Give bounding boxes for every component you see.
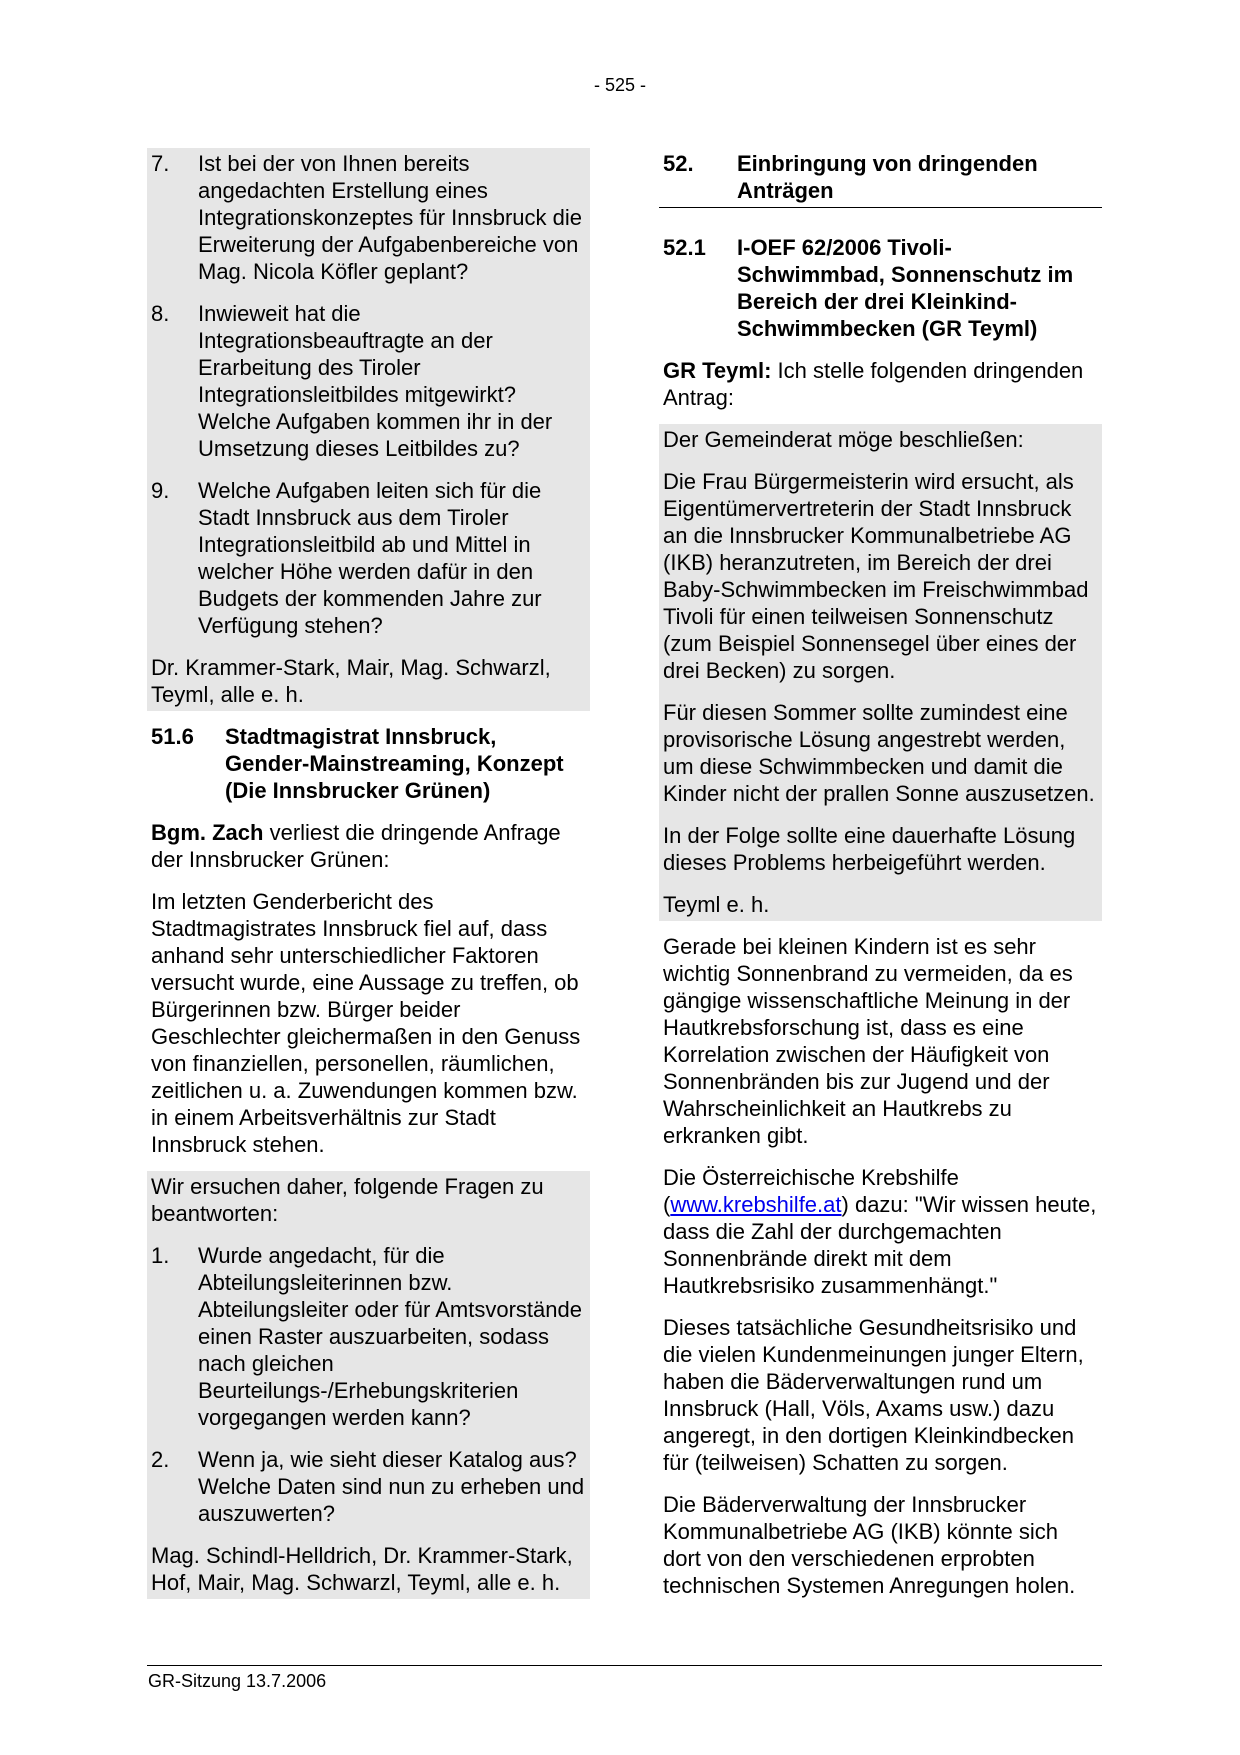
question-block-a: [147, 148, 590, 711]
item-number: 2.: [151, 1447, 170, 1472]
motion-intro: [659, 355, 1102, 414]
right-column: [659, 148, 1102, 1602]
heading-text: I-OEF 62/2006 Tivoli-Schwimmbad, Sonnenschutz im Bereich der drei Kleinkind-Schwimmbecken (GR Teyml): [737, 235, 1074, 341]
intro-text: Ich stelle folgenden dringenden Antrag:: [663, 358, 1084, 410]
body-paragraph: Gerade bei kleinen Kindern ist es sehr wichtig Sonnenbrand zu vermeiden, da es gängige wissenschaftliche Meinung in der Hautkrebsforschung ist, dass es eine Korrelation zwischen der Häufigkeit von Sonnenbränden bis zur Jugend und der Wahrscheinlichkeit an Hautkrebs zu erkranken gibt.: [663, 934, 1073, 1148]
motion-paragraph: Die Frau Bürgermeisterin wird ersucht, als Eigentümervertreterin der Stadt Innsbruck an die Innsbrucker Kommunalbetriebe AG (IKB) heranzutreten, im Bereich der drei Baby-Schwimmbecken im Freischwimmbad Tivoli für einen teilweisen Sonnenschutz (zum Beispiel Sonnensegel über eines der drei Becken) zu sorgen.: [663, 469, 1089, 683]
motion-paragraph: Der Gemeinderat möge beschließen:: [663, 427, 1024, 452]
item-text: Inwieweit hat die Integrationsbeauftragte an der Erarbeitung des Tiroler Integrationsleitbildes mitgewirkt? Welche Aufgaben kommen ihr in der Umsetzung dieses Leitbildes zu?: [198, 301, 553, 461]
heading-number: 51.6: [151, 724, 194, 749]
item-text: Welche Aufgaben leiten sich für die Stadt Innsbruck aus dem Tiroler Integrationsleitbild ab und Mittel in welcher Höhe werden dafür in den Budgets der kommenden Jahre zur Verfügung stehen?: [198, 478, 542, 638]
intro-text: verliest die dringende Anfrage der Innsbrucker Grünen:: [151, 820, 561, 872]
left-column: [147, 148, 590, 1599]
body-paragraph: Im letzten Genderbericht des Stadtmagistrates Innsbruck fiel auf, dass anhand sehr unterschiedlicher Faktoren versucht wurde, eine Aussage zu treffen, ob Bürgerinnen bzw. Bürger beider Geschlechter gleichermaßen in den Genuss von finanziellen, personellen, räumlichen, zeitlichen u. a. Zuwendungen kommen bzw. in einem Arbeitsverhältnis zur Stadt Innsbruck stehen.: [151, 889, 581, 1157]
item-number: 7.: [151, 151, 170, 176]
item-number: 8.: [151, 301, 170, 326]
body-paragraph: Die Bäderverwaltung der Innsbrucker Kommunalbetriebe AG (IKB) könnte sich dort von den verschiedenen erprobten technischen Systemen Anregungen holen.: [663, 1492, 1076, 1598]
list-item: [147, 1444, 590, 1530]
section-heading-52-1: [659, 232, 1102, 345]
motion-paragraph: Für diesen Sommer sollte zumindest eine provisorische Lösung angestrebt werden, um diese Schwimmbecken und damit die Kinder nicht der prallen Sonne auszusetzen.: [663, 700, 1095, 806]
list-item: [147, 298, 590, 465]
signers-b: Mag. Schindl-Helldrich, Dr. Krammer-Stark, Hof, Mair, Mag. Schwarzl, Teyml, alle e. h.: [151, 1543, 573, 1595]
item-text: Wurde angedacht, für die Abteilungsleiterinnen bzw. Abteilungsleiter oder für Amtsvorstände einen Raster auszuarbeiten, sodass nach gleichen Beurteilungs-/Erhebungskriterien vorgegangen werden kann?: [198, 1243, 582, 1430]
request-text: Wir ersuchen daher, folgende Fragen zu beantworten:: [151, 1174, 544, 1226]
section-heading-51-6: [147, 721, 590, 807]
heading-number: 52.1: [663, 235, 706, 260]
item-text: Ist bei der von Ihnen bereits angedachten Erstellung eines Integrationskonzeptes für Innsbruck die Erweiterung der Aufgabenbereiche von Mag. Nicola Köfler geplant?: [198, 151, 583, 284]
intro-paragraph: [147, 817, 590, 876]
footer-rule: [147, 1665, 1102, 1666]
section-heading-52: [659, 148, 1102, 208]
speaker-name: Bgm. Zach: [151, 820, 264, 845]
item-text: Wenn ja, wie sieht dieser Katalog aus? Welche Daten sind nun zu erheben und auszuwerten?: [198, 1447, 585, 1526]
footer: GR-Sitzung 13.7.2006: [148, 1671, 327, 1691]
page-number: - 525 -: [593, 75, 647, 95]
list-item: [147, 148, 590, 288]
motion-block: [659, 424, 1102, 921]
motion-signer: Teyml e. h.: [663, 892, 770, 917]
heading-number: 52.: [663, 151, 694, 176]
signers-a: Dr. Krammer-Stark, Mair, Mag. Schwarzl, Teyml, alle e. h.: [151, 655, 551, 707]
text-span: Die Österreichische Krebshilfe (: [663, 1165, 959, 1217]
motion-paragraph: In der Folge sollte eine dauerhafte Lösung dieses Problems herbeigeführt werden.: [663, 823, 1076, 875]
speaker-name: GR Teyml:: [663, 358, 772, 383]
list-item: [147, 1240, 590, 1434]
list-item: [147, 475, 590, 642]
heading-text: Einbringung von dringenden Anträgen: [737, 151, 1038, 203]
item-number: 9.: [151, 478, 170, 503]
item-number: 1.: [151, 1243, 170, 1268]
question-block-b: [147, 1171, 590, 1599]
body-paragraph: Dieses tatsächliche Gesundheitsrisiko und die vielen Kundenmeinungen junger Eltern, haben die Bäderverwaltungen rund um Innsbruck (Hall, Völs, Axams usw.) dazu angeregt, in den dortigen Kleinkindbecken für (teilweisen) Schatten zu sorgen.: [663, 1315, 1084, 1475]
krebshilfe-link[interactable]: www.krebshilfe.at: [670, 1192, 842, 1217]
heading-text: Stadtmagistrat Innsbruck, Gender-Mainstreaming, Konzept (Die Innsbrucker Grünen): [225, 724, 564, 803]
text-span: ) dazu: "Wir wissen heute, dass die Zahl der durchgemachten Sonnenbrände direkt mit dem Hautkrebsrisiko zusammenhängt.": [663, 1192, 1097, 1298]
body-paragraph: [659, 1162, 1102, 1302]
